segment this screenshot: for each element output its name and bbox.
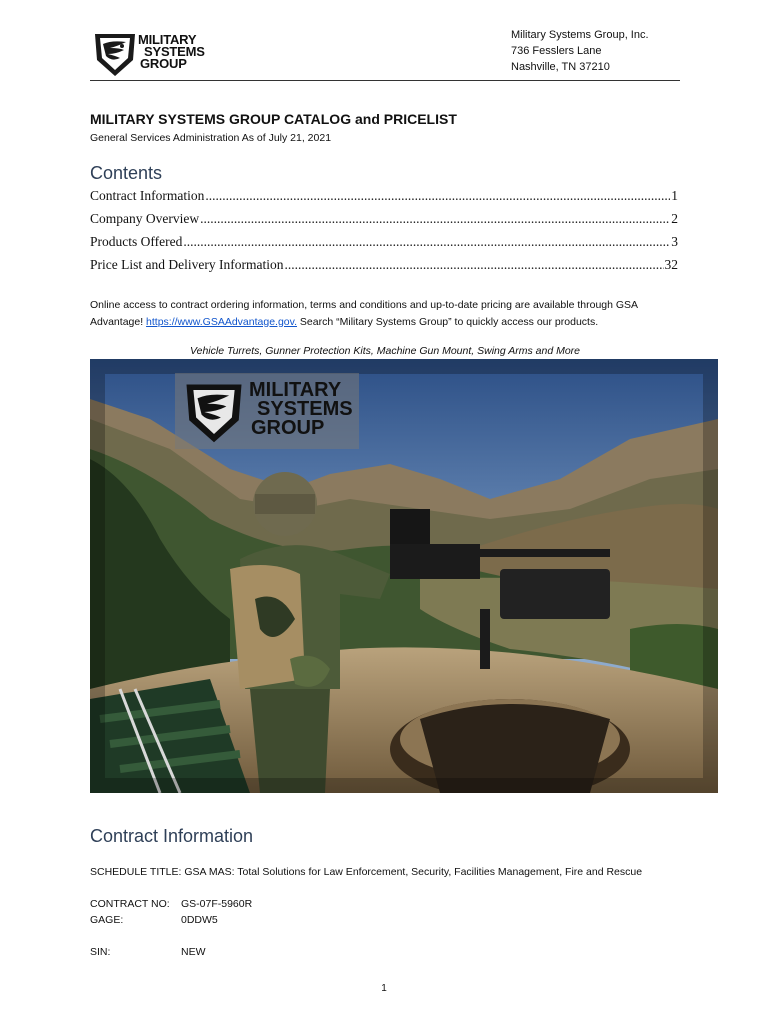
toc-entry-label: Company Overview xyxy=(90,211,200,226)
toc-entry-page: 2 xyxy=(671,211,678,226)
toc-leader-dots xyxy=(205,188,670,204)
header-divider xyxy=(90,80,680,81)
gsa-advantage-link[interactable]: https://www.GSAAdvantage.gov. xyxy=(146,315,298,328)
photo-logo-line-1: MILITARY xyxy=(249,379,342,401)
photo-caption: Vehicle Turrets, Gunner Protection Kits, Machine Gun Mount, Swing Arms and More xyxy=(189,345,581,357)
sin-value: NEW xyxy=(181,946,206,958)
toc-entry-company-overview[interactable] xyxy=(90,211,678,234)
photo-logo-overlay xyxy=(175,373,359,449)
table-of-contents xyxy=(90,188,678,280)
logo-wordmark xyxy=(138,34,205,70)
photo-logo-line-2: SYSTEMS xyxy=(257,398,353,420)
toc-entry-page: 1 xyxy=(671,188,678,203)
access-text-after: Search “Military Systems Group” to quickly access our products. xyxy=(297,315,599,328)
gage-label: GAGE: xyxy=(90,914,124,926)
shield-emblem-icon xyxy=(181,379,247,445)
company-address xyxy=(511,27,649,75)
logo-line-2: SYSTEMS xyxy=(144,44,205,59)
document-subtitle: General Services Administration As of July 21, 2021 xyxy=(90,132,332,144)
logo-line-1: MILITARY xyxy=(138,32,197,47)
schedule-title-value: GSA MAS: Total Solutions for Law Enforcement, Security, Facilities Management, Fire and Rescue xyxy=(184,866,643,878)
toc-entry-label: Price List and Delivery Information xyxy=(90,257,284,272)
contract-no-label: CONTRACT NO: xyxy=(90,898,170,910)
shield-emblem-icon xyxy=(92,30,138,78)
photo-logo-line-3: GROUP xyxy=(251,417,325,439)
document-title: MILITARY SYSTEMS GROUP CATALOG and PRICELIST xyxy=(90,111,457,127)
toc-entry-products-offered[interactable] xyxy=(90,234,678,257)
toc-leader-dots xyxy=(183,234,670,250)
access-text-before: Online access to contract ordering information, terms and conditions and up-to-date pricing are available through GSA Advantage! xyxy=(90,299,638,328)
toc-entry-page: 32 xyxy=(664,257,678,272)
contract-no-value: GS-07F-5960R xyxy=(181,898,253,910)
contents-heading: Contents xyxy=(90,163,163,183)
toc-entry-price-list[interactable] xyxy=(90,257,678,280)
logo-line-3: GROUP xyxy=(140,56,187,71)
address-street: 736 Fesslers Lane xyxy=(511,45,602,57)
photo-logo-wordmark xyxy=(249,381,353,438)
toc-entry-page: 3 xyxy=(671,234,678,249)
address-company: Military Systems Group, Inc. xyxy=(511,29,649,41)
address-city: Nashville, TN 37210 xyxy=(511,61,610,73)
schedule-title-label: SCHEDULE TITLE: xyxy=(90,866,182,878)
contract-information-heading: Contract Information xyxy=(90,826,254,846)
company-logo xyxy=(92,30,212,78)
page-number: 1 xyxy=(381,983,387,994)
toc-entry-label: Products Offered xyxy=(90,234,183,249)
toc-entry-contract-information[interactable] xyxy=(90,188,678,211)
toc-leader-dots xyxy=(200,211,670,227)
toc-entry-label: Contract Information xyxy=(90,188,205,203)
sin-label: SIN: xyxy=(90,946,111,958)
schedule-title-line xyxy=(90,866,642,878)
hero-photo xyxy=(90,359,718,793)
online-access-paragraph xyxy=(90,297,690,330)
gage-value: 0DDW5 xyxy=(181,914,218,926)
toc-leader-dots xyxy=(284,257,663,273)
